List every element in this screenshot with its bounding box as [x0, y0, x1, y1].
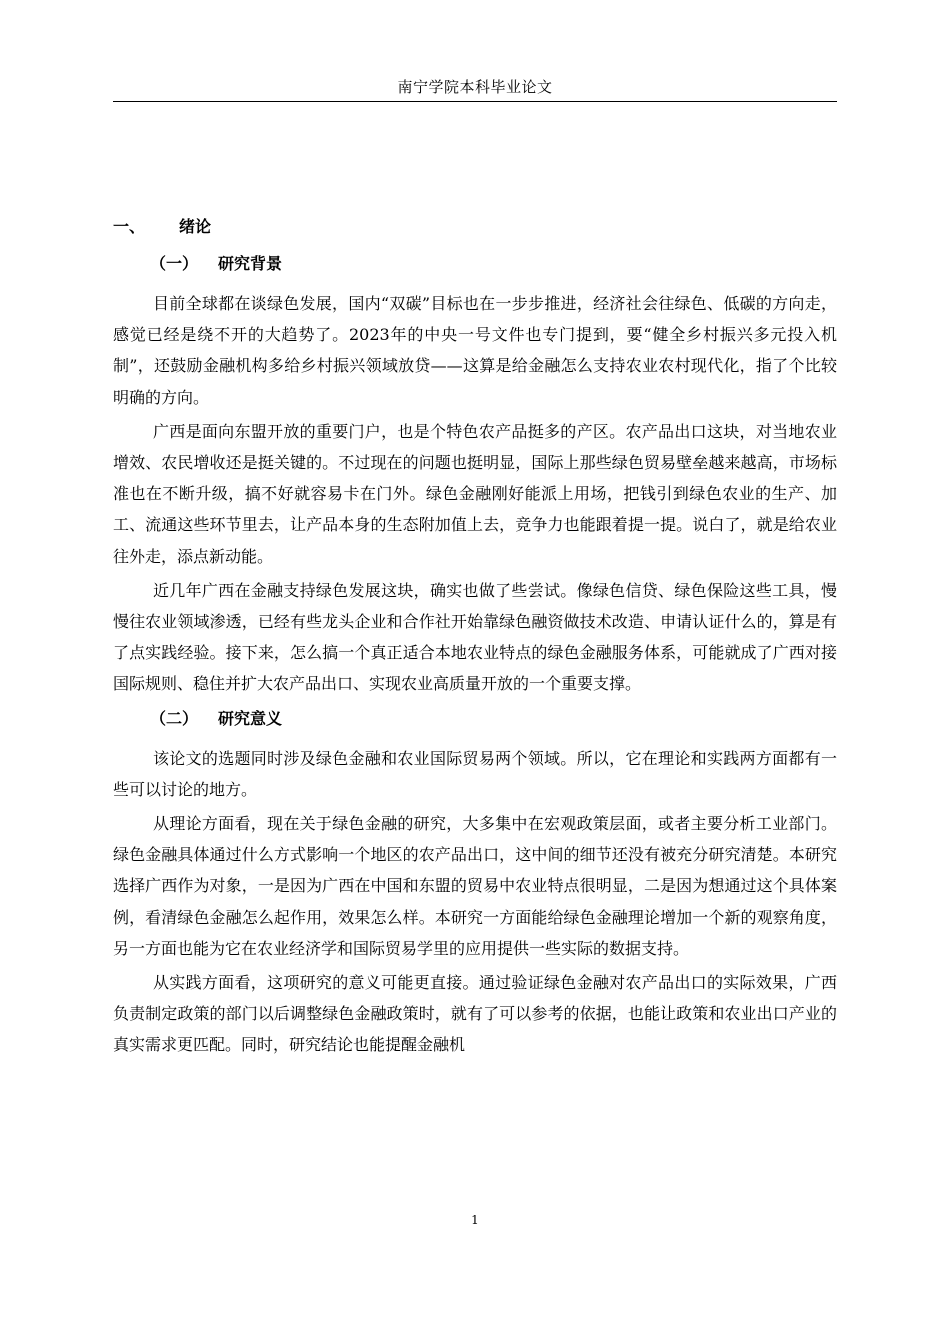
chapter-title: 绪论 [179, 217, 212, 236]
chapter-heading [113, 210, 837, 244]
paragraph: 从理论方面看，现在关于绿色金融的研究，大多集中在宏观政策层面，或者主要分析工业部门。绿色金融具体通过什么方式影响一个地区的农产品出口，这中间的细节还没有被充分研究清楚。本研究选择广西作为对象，一是因为广西在中国和东盟的贸易中农业特点很明显，二是因为想通过这个具体案例，看清绿色金融怎么起作用，效果怎么样。本研究一方面能给绿色金融理论增加一个新的观察角度，另一方面也能为它在农业经济学和国际贸易学里的应用提供一些实际的数据支持。 [113, 814, 837, 958]
paragraph: 近几年广西在金融支持绿色发展这块，确实也做了些尝试。像绿色信贷、绿色保险这些工具，慢慢往农业领域渗透，已经有些龙头企业和合作社开始靠绿色融资做技术改造、申请认证什么的，算是有了点实践经验。接下来，怎么搞一个真正适合本地农业特点的绿色金融服务体系，可能就成了广西对接国际规则、稳住并扩大农产品出口、实现农业高质量开放的一个重要支撑。 [113, 580, 837, 694]
chapter-number: 一、 [113, 217, 146, 236]
paragraph: 目前全球都在谈绿色发展，国内“双碳”目标也在一步步推进，经济社会往绿色、低碳的方向走，感觉已经是绕不开的大趋势了。2023年的中央一号文件也专门提到，要“健全乡村振兴多元投入机制”，还鼓励金融机构多给乡村振兴领域放贷——这算是给金融怎么支持农业农村现代化，指了个比较明确的方向。 [113, 294, 837, 407]
paragraph: 广西是面向东盟开放的重要门户，也是个特色农产品挺多的产区。农产品出口这块，对当地农业增效、农民增收还是挺关键的。不过现在的问题也挺明显，国际上那些绿色贸易壁垒越来越高，市场标准也在不断升级，搞不好就容易卡在门外。绿色金融刚好能派上用场，把钱引到绿色农业的生产、加工、流通这些环节里去，让产品本身的生态附加值上去，竞争力也能跟着提一提。说白了，就是给农业往外走，添点新动能。 [113, 421, 837, 566]
page-number: 1 [471, 1213, 479, 1227]
section-number: （一） [150, 254, 199, 273]
paragraph: 从实践方面看，这项研究的意义可能更直接。通过验证绿色金融对农产品出口的实际效果，广西负责制定政策的部门以后调整绿色金融政策时，就有了可以参考的依据，也能让政策和农业出口产业的真实需求更匹配。同时，研究结论也能提醒金融机 [113, 973, 837, 1055]
section-heading-background [113, 248, 837, 280]
section-number: （二） [150, 708, 199, 728]
page-header-title: 南宁学院本科毕业论文 [397, 78, 553, 96]
paragraph: 该论文的选题同时涉及绿色金融和农业国际贸易两个领域。所以，它在理论和实践两方面都有一些可以讨论的地方。 [113, 748, 837, 799]
header-divider [113, 101, 837, 102]
section-title: 研究背景 [218, 254, 283, 273]
section-heading-significance [113, 703, 837, 735]
section-title: 研究意义 [218, 708, 283, 728]
document-body [113, 210, 837, 1064]
